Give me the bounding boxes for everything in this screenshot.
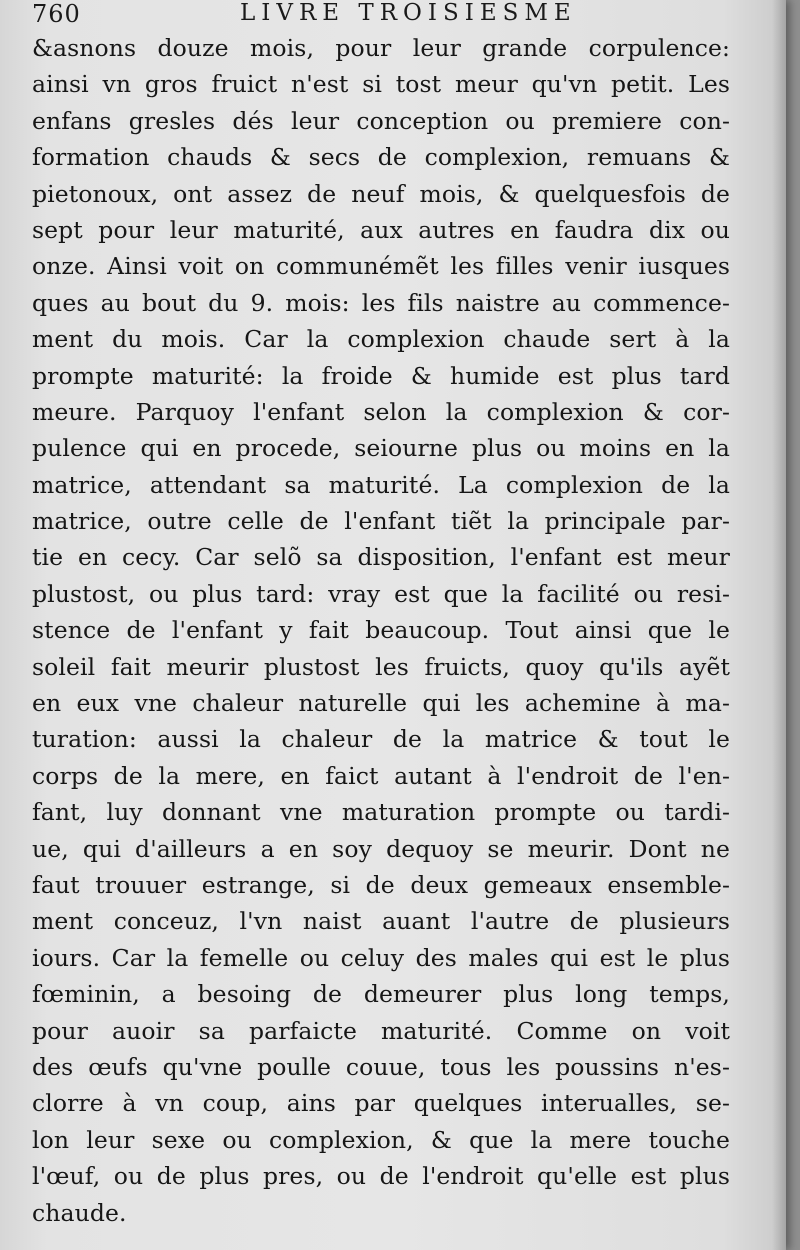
text-line: turation: aussi la chaleur de la matrice & tout le <box>32 725 730 754</box>
text-line: corps de la mere, en faict autant à l'endroit de l'en- <box>32 761 730 790</box>
page-header <box>32 0 752 30</box>
page-number: 760 <box>32 0 81 28</box>
text-line: pulence qui en procede, seiourne plus ou moins en la <box>32 434 730 463</box>
body-text <box>32 30 730 1231</box>
text-line: pour auoir sa parfaicte maturité. Comme on voit <box>32 1016 730 1045</box>
text-line: meure. Parquoy l'enfant selon la complexion & cor- <box>32 397 730 426</box>
text-line: ment du mois. Car la complexion chaude sert à la <box>32 325 730 354</box>
text-line: ue, qui d'ailleurs a en soy dequoy se meurir. Dont ne <box>32 834 730 863</box>
text-line: clorre à vn coup, ains par quelques interualles, se- <box>32 1089 730 1118</box>
text-line: matrice, attendant sa maturité. La complexion de la <box>32 470 730 499</box>
text-line: chaude. <box>32 1198 127 1227</box>
text-line: fant, luy donnant vne maturation prompte ou tardi- <box>32 798 730 827</box>
text-line: tie en cecy. Car selõ sa disposition, l'enfant est meur <box>32 543 730 572</box>
text-line: l'œuf, ou de plus pres, ou de l'endroit qu'elle est plus <box>32 1162 730 1191</box>
text-line: en eux vne chaleur naturelle qui les achemine à ma- <box>32 689 730 718</box>
text-line: pietonoux, ont assez de neuf mois, & quelquesfois de <box>32 179 730 208</box>
text-line: prompte maturité: la froide & humide est plus tard <box>32 361 730 390</box>
text-line: iours. Car la femelle ou celuy des males qui est le plus <box>32 943 730 972</box>
text-line: &asnons douze mois, pour leur grande corpulence: <box>32 34 730 62</box>
text-line: formation chauds & secs de complexion, remuans & <box>32 143 730 172</box>
text-line: plustost, ou plus tard: vray est que la facilité ou resi- <box>32 579 730 608</box>
running-head: LIVRE TROISIESME <box>240 0 577 26</box>
text-line: lon leur sexe ou complexion, & que la mere touche <box>32 1125 730 1154</box>
text-line: sept pour leur maturité, aux autres en faudra dix ou <box>32 215 730 244</box>
text-line: stence de l'enfant y fait beaucoup. Tout ainsi que le <box>32 616 730 645</box>
text-line: faut trouuer estrange, si de deux gemeaux ensemble- <box>32 870 730 899</box>
text-line: ainsi vn gros fruict n'est si tost meur qu'vn petit. Les <box>32 70 730 99</box>
text-line: ques au bout du 9. mois: les fils naistre au commence- <box>32 288 730 317</box>
text-line: matrice, outre celle de l'enfant tiẽt la principale par- <box>32 507 730 536</box>
text-line: soleil fait meurir plustost les fruicts, quoy qu'ils ayẽt <box>32 652 730 681</box>
text-line: enfans gresles dés leur conception ou premiere con- <box>32 106 730 135</box>
ink-bleed-through <box>140 1128 700 1188</box>
text-line: des œufs qu'vne poulle couue, tous les poussins n'es- <box>32 1052 730 1081</box>
text-line: onze. Ainsi voit on communémẽt les filles venir iusques <box>32 252 730 281</box>
text-line: fœminin, a besoing de demeurer plus long temps, <box>32 980 730 1009</box>
text-line: ment conceuz, l'vn naist auant l'autre de plusieurs <box>32 907 730 936</box>
